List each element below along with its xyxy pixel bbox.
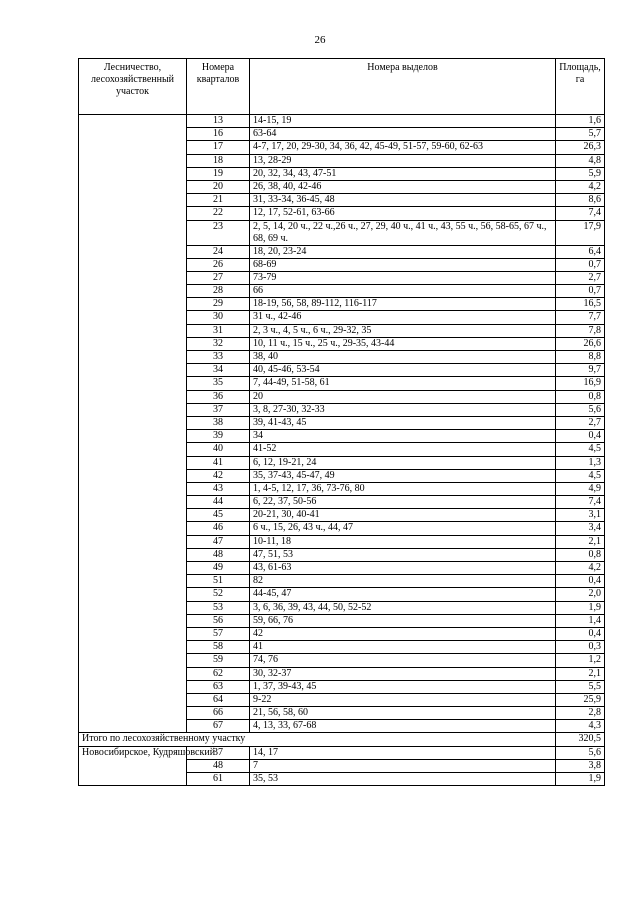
area-cell: 0,4 <box>556 430 605 443</box>
quarter-cell: 66 <box>187 707 250 720</box>
plots-cell: 6 ч., 15, 26, 43 ч., 44, 47 <box>250 522 556 535</box>
area-cell: 1,2 <box>556 654 605 667</box>
plots-cell: 38, 40 <box>250 351 556 364</box>
quarter-cell: 23 <box>187 220 250 245</box>
area-cell: 1,4 <box>556 614 605 627</box>
area-cell: 4,3 <box>556 720 605 733</box>
quarter-cell: 24 <box>187 245 250 258</box>
quarter-cell: 40 <box>187 443 250 456</box>
quarter-cell: 56 <box>187 614 250 627</box>
quarter-cell: 28 <box>187 285 250 298</box>
quarter-cell: 16 <box>187 128 250 141</box>
quarter-cell: 37 <box>187 746 250 759</box>
plots-cell: 1, 37, 39-43, 45 <box>250 680 556 693</box>
plots-cell: 74, 76 <box>250 654 556 667</box>
quarter-cell: 61 <box>187 773 250 786</box>
plots-cell: 20, 32, 34, 43, 47-51 <box>250 167 556 180</box>
plots-cell: 6, 12, 19-21, 24 <box>250 456 556 469</box>
plots-cell: 26, 38, 40, 42-46 <box>250 180 556 193</box>
area-cell: 9,7 <box>556 364 605 377</box>
quarter-cell: 48 <box>187 759 250 772</box>
quarter-cell: 33 <box>187 351 250 364</box>
quarter-cell: 49 <box>187 562 250 575</box>
plots-cell: 1, 4-5, 12, 17, 36, 73-76, 80 <box>250 482 556 495</box>
area-cell: 2,0 <box>556 588 605 601</box>
area-cell: 26,3 <box>556 141 605 154</box>
area-cell: 2,1 <box>556 535 605 548</box>
area-cell: 0,3 <box>556 641 605 654</box>
area-cell: 0,8 <box>556 548 605 561</box>
plots-cell: 34 <box>250 430 556 443</box>
total-row <box>79 733 605 746</box>
plots-cell: 43, 61-63 <box>250 562 556 575</box>
quarter-cell: 45 <box>187 509 250 522</box>
area-cell: 0,4 <box>556 575 605 588</box>
quarter-cell: 62 <box>187 667 250 680</box>
table-row <box>79 746 605 759</box>
plots-cell: 42 <box>250 627 556 640</box>
plots-cell: 41 <box>250 641 556 654</box>
plots-cell: 39, 41-43, 45 <box>250 416 556 429</box>
area-cell: 7,4 <box>556 496 605 509</box>
quarter-cell: 41 <box>187 456 250 469</box>
plots-cell: 13, 28-29 <box>250 154 556 167</box>
forestry-name-cell: Новосибирское, Кудряшовский <box>79 746 187 786</box>
table-body <box>79 115 605 786</box>
area-cell: 1,6 <box>556 115 605 128</box>
quarter-cell: 51 <box>187 575 250 588</box>
quarter-cell: 46 <box>187 522 250 535</box>
plots-cell: 12, 17, 52-61, 63-66 <box>250 207 556 220</box>
total-area: 320,5 <box>556 733 605 746</box>
quarter-cell: 17 <box>187 141 250 154</box>
area-cell: 8,8 <box>556 351 605 364</box>
area-cell: 1,9 <box>556 601 605 614</box>
area-cell: 0,8 <box>556 390 605 403</box>
plots-cell: 41-52 <box>250 443 556 456</box>
quarter-cell: 37 <box>187 403 250 416</box>
quarter-cell: 64 <box>187 693 250 706</box>
plots-cell: 35, 53 <box>250 773 556 786</box>
plots-cell: 4-7, 17, 20, 29-30, 34, 36, 42, 45-49, 51-57, 59-60, 62-63 <box>250 141 556 154</box>
quarter-cell: 32 <box>187 337 250 350</box>
header-forestry: Лесничество, лесохозяйственный участок <box>79 59 187 115</box>
plots-cell: 2, 3 ч., 4, 5 ч., 6 ч., 29-32, 35 <box>250 324 556 337</box>
plots-cell: 3, 6, 36, 39, 43, 44, 50, 52-52 <box>250 601 556 614</box>
area-cell: 7,4 <box>556 207 605 220</box>
plots-cell: 7, 44-49, 51-58, 61 <box>250 377 556 390</box>
area-cell: 1,9 <box>556 773 605 786</box>
plots-cell: 63-64 <box>250 128 556 141</box>
header-quarters: Номера кварталов <box>187 59 250 115</box>
quarter-cell: 26 <box>187 258 250 271</box>
quarter-cell: 44 <box>187 496 250 509</box>
area-cell: 5,5 <box>556 680 605 693</box>
area-cell: 0,7 <box>556 285 605 298</box>
quarter-cell: 39 <box>187 430 250 443</box>
plots-cell: 9-22 <box>250 693 556 706</box>
area-cell: 5,9 <box>556 167 605 180</box>
plots-cell: 21, 56, 58, 60 <box>250 707 556 720</box>
quarter-cell: 31 <box>187 324 250 337</box>
plots-cell: 6, 22, 37, 50-56 <box>250 496 556 509</box>
plots-cell: 4, 13, 33, 67-68 <box>250 720 556 733</box>
quarter-cell: 53 <box>187 601 250 614</box>
area-cell: 2,7 <box>556 416 605 429</box>
plots-cell: 14, 17 <box>250 746 556 759</box>
area-cell: 17,9 <box>556 220 605 245</box>
quarter-cell: 36 <box>187 390 250 403</box>
plots-cell: 40, 45-46, 53-54 <box>250 364 556 377</box>
plots-cell: 31 ч., 42-46 <box>250 311 556 324</box>
plots-cell: 73-79 <box>250 271 556 284</box>
table-header-row <box>79 59 605 115</box>
plots-cell: 20 <box>250 390 556 403</box>
area-cell: 0,7 <box>556 258 605 271</box>
plots-cell: 68-69 <box>250 258 556 271</box>
area-cell: 5,6 <box>556 746 605 759</box>
area-cell: 2,1 <box>556 667 605 680</box>
plots-cell: 44-45, 47 <box>250 588 556 601</box>
area-cell: 4,5 <box>556 443 605 456</box>
plots-cell: 59, 66, 76 <box>250 614 556 627</box>
area-cell: 3,8 <box>556 759 605 772</box>
header-plots: Номера выделов <box>250 59 556 115</box>
plots-cell: 10-11, 18 <box>250 535 556 548</box>
area-cell: 2,7 <box>556 271 605 284</box>
plots-cell: 18, 20, 23-24 <box>250 245 556 258</box>
area-cell: 16,5 <box>556 298 605 311</box>
quarter-cell: 34 <box>187 364 250 377</box>
quarter-cell: 21 <box>187 194 250 207</box>
plots-cell: 18-19, 56, 58, 89-112, 116-117 <box>250 298 556 311</box>
area-cell: 4,2 <box>556 562 605 575</box>
area-cell: 4,5 <box>556 469 605 482</box>
plots-cell: 14-15, 19 <box>250 115 556 128</box>
area-cell: 6,4 <box>556 245 605 258</box>
plots-cell: 20-21, 30, 40-41 <box>250 509 556 522</box>
table-row <box>79 115 605 128</box>
plots-cell: 31, 33-34, 36-45, 48 <box>250 194 556 207</box>
quarter-cell: 57 <box>187 627 250 640</box>
quarter-cell: 58 <box>187 641 250 654</box>
area-cell: 1,3 <box>556 456 605 469</box>
quarter-cell: 13 <box>187 115 250 128</box>
total-label: Итого по лесохозяйственному участку <box>79 733 556 746</box>
area-cell: 4,8 <box>556 154 605 167</box>
area-cell: 7,7 <box>556 311 605 324</box>
quarter-cell: 30 <box>187 311 250 324</box>
quarter-cell: 63 <box>187 680 250 693</box>
plots-cell: 82 <box>250 575 556 588</box>
plots-cell: 2, 5, 14, 20 ч., 22 ч.,26 ч., 27, 29, 40 ч., 41 ч., 43, 55 ч., 56, 58-65, 67 ч., 68, 69 ч. <box>250 220 556 245</box>
area-cell: 5,7 <box>556 128 605 141</box>
quarter-cell: 22 <box>187 207 250 220</box>
area-cell: 16,9 <box>556 377 605 390</box>
quarter-cell: 29 <box>187 298 250 311</box>
area-cell: 8,6 <box>556 194 605 207</box>
quarter-cell: 27 <box>187 271 250 284</box>
area-cell: 26,6 <box>556 337 605 350</box>
header-area: Площадь, га <box>556 59 605 115</box>
forestry-cell-empty <box>79 115 187 733</box>
area-cell: 2,8 <box>556 707 605 720</box>
quarter-cell: 47 <box>187 535 250 548</box>
area-cell: 3,1 <box>556 509 605 522</box>
page-number: 26 <box>314 34 326 46</box>
quarter-cell: 59 <box>187 654 250 667</box>
area-cell: 25,9 <box>556 693 605 706</box>
quarter-cell: 19 <box>187 167 250 180</box>
plots-cell: 35, 37-43, 45-47, 49 <box>250 469 556 482</box>
plots-cell: 66 <box>250 285 556 298</box>
area-cell: 7,8 <box>556 324 605 337</box>
quarter-cell: 38 <box>187 416 250 429</box>
area-cell: 3,4 <box>556 522 605 535</box>
forestry-table <box>78 58 605 786</box>
quarter-cell: 42 <box>187 469 250 482</box>
quarter-cell: 20 <box>187 180 250 193</box>
plots-cell: 10, 11 ч., 15 ч., 25 ч., 29-35, 43-44 <box>250 337 556 350</box>
plots-cell: 7 <box>250 759 556 772</box>
plots-cell: 47, 51, 53 <box>250 548 556 561</box>
area-cell: 4,2 <box>556 180 605 193</box>
area-cell: 0,4 <box>556 627 605 640</box>
plots-cell: 3, 8, 27-30, 32-33 <box>250 403 556 416</box>
quarter-cell: 43 <box>187 482 250 495</box>
quarter-cell: 52 <box>187 588 250 601</box>
area-cell: 5,6 <box>556 403 605 416</box>
area-cell: 4,9 <box>556 482 605 495</box>
quarter-cell: 35 <box>187 377 250 390</box>
quarter-cell: 67 <box>187 720 250 733</box>
quarter-cell: 18 <box>187 154 250 167</box>
plots-cell: 30, 32-37 <box>250 667 556 680</box>
quarter-cell: 48 <box>187 548 250 561</box>
